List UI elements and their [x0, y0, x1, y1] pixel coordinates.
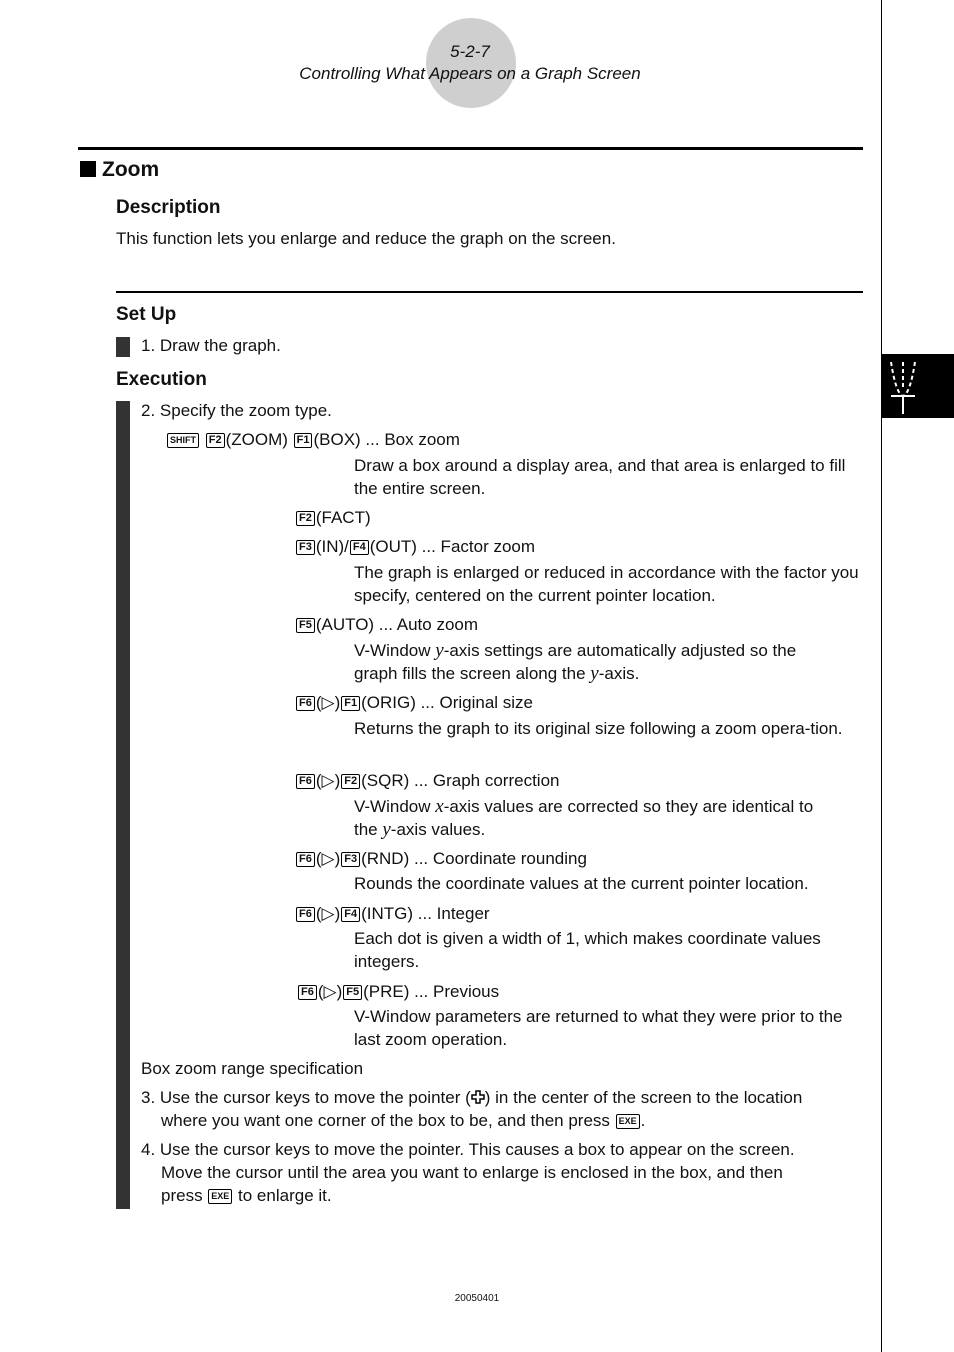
step4-line3: press EXE to enlarge it.	[161, 1186, 332, 1205]
description-text: This function lets you enlarge and reduce the graph on the screen.	[116, 229, 616, 248]
intg-line: F6 (▷) F4 (INTG) ... Integer	[295, 902, 490, 925]
factor-zoom-desc: The graph is enlarged or reduced in accordance with the factor you specify, centered on the current pointer location.	[354, 563, 859, 605]
auto-zoom-desc-2: graph fills the screen along the y-axis.	[354, 663, 640, 684]
step4-line2: Move the cursor until the area you want to enlarge is enclosed in the box, and then	[161, 1163, 783, 1182]
sqr-desc-2: the y-axis values.	[354, 819, 486, 840]
setup-bar	[116, 337, 130, 357]
orig-desc: Returns the graph to its original size following a zoom opera-tion.	[354, 719, 843, 738]
f5-key: F5	[343, 985, 362, 1000]
f6-key: F6	[296, 774, 315, 789]
chapter-tab	[882, 354, 954, 418]
f4-key: F4	[341, 907, 360, 922]
section-bullet-icon	[80, 161, 96, 177]
pre-desc: V-Window parameters are returned to what they were prior to the last zoom operation.	[354, 1007, 843, 1049]
pointer-icon	[471, 1090, 485, 1104]
section-rule	[78, 147, 863, 150]
f5-key: F5	[296, 618, 315, 633]
f1-key: F1	[341, 696, 360, 711]
f6-key: F6	[298, 985, 317, 1000]
f2-key: F2	[296, 511, 315, 526]
auto-zoom-line: F5 (AUTO) ... Auto zoom	[295, 613, 478, 636]
f6-key: F6	[296, 852, 315, 867]
divider-rule	[116, 291, 863, 293]
factor-zoom-line: F3 (IN)/ F4 (OUT) ... Factor zoom	[295, 535, 535, 558]
box-range-heading: Box zoom range specification	[141, 1059, 364, 1078]
step3-line1: 3. Use the cursor keys to move the pointer ( ) in the center of the screen to the location	[141, 1088, 803, 1107]
sqr-line: F6 (▷) F2 (SQR) ... Graph correction	[295, 769, 559, 792]
step4-line1: 4. Use the cursor keys to move the pointer. This causes a box to appear on the screen.	[141, 1140, 795, 1159]
margin-line	[881, 0, 882, 1352]
execution-heading: Execution	[116, 369, 207, 390]
f6-key: F6	[296, 696, 315, 711]
fact-line: F2 (FACT)	[295, 506, 371, 529]
intg-desc: Each dot is given a width of 1, which makes coordinate values integers.	[354, 929, 821, 971]
f3-key: F3	[296, 540, 315, 555]
footer-code: 20050401	[454, 1293, 500, 1304]
box-zoom-line: SHIFT F2 (ZOOM) F1 (BOX) ... Box zoom	[166, 428, 460, 451]
exe-key: EXE	[208, 1189, 232, 1204]
pre-line: F6 (▷) F5 (PRE) ... Previous	[297, 980, 499, 1003]
page-number-circle	[426, 18, 516, 108]
f2-key: F2	[341, 774, 360, 789]
f6-key: F6	[296, 907, 315, 922]
step3-line2: where you want one corner of the box to be, and then press EXE .	[161, 1111, 646, 1130]
execution-step2: 2. Specify the zoom type.	[141, 401, 332, 420]
exe-key: EXE	[616, 1114, 640, 1129]
rnd-desc: Rounds the coordinate values at the current pointer location.	[354, 874, 809, 893]
section-title: Zoom	[102, 158, 160, 181]
setup-heading: Set Up	[116, 304, 177, 325]
page-number: 5-2-7	[450, 42, 490, 61]
execution-bar	[116, 401, 130, 1209]
graph-parabola-icon	[882, 354, 954, 418]
sqr-desc-1: V-Window x-axis values are corrected so they are identical to	[354, 796, 814, 817]
f2-key: F2	[206, 433, 225, 448]
setup-step1: 1. Draw the graph.	[141, 336, 281, 355]
f3-key: F3	[341, 852, 360, 867]
description-heading: Description	[116, 197, 221, 218]
auto-zoom-desc-1: V-Window y-axis settings are automatically adjusted so the	[354, 640, 797, 661]
shift-key: SHIFT	[167, 433, 199, 448]
box-zoom-desc: Draw a box around a display area, and that area is enlarged to fill the entire screen.	[354, 456, 846, 498]
f4-key: F4	[350, 540, 369, 555]
page-title: Controlling What Appears on a Graph Screen	[299, 64, 641, 83]
f1-key: F1	[294, 433, 313, 448]
rnd-line: F6 (▷) F3 (RND) ... Coordinate rounding	[295, 847, 587, 870]
orig-line: F6 (▷) F1 (ORIG) ... Original size	[295, 691, 533, 714]
